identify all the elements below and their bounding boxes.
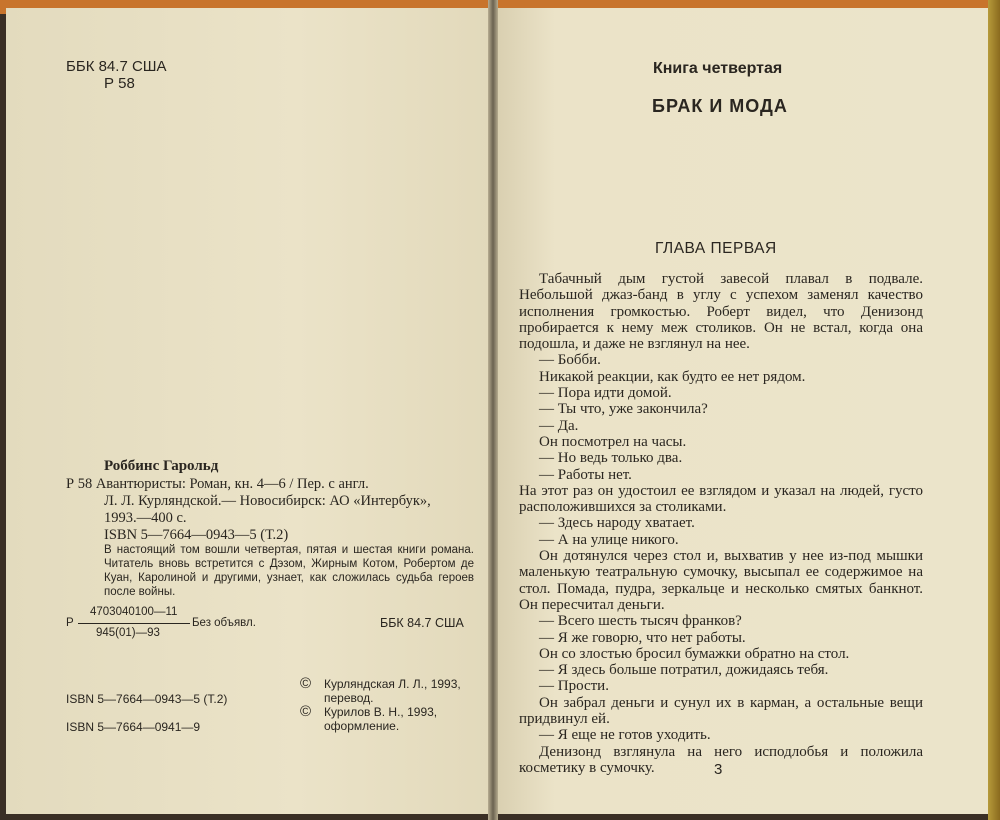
copyright-design (300, 703, 438, 733)
bibliographic-record (66, 476, 476, 544)
bib-line-4: ISBN 5—7664—0943—5 (Т.2) (104, 527, 289, 543)
paragraph: — Работы нет. (539, 466, 632, 483)
copyright-line: Курилов В. Н., 1993, (324, 705, 438, 719)
copyright-role: оформление. (324, 719, 400, 733)
paragraph: На этот раз он удостоил ее взглядом и указал на людей, густо расположившихся за столиками. (519, 482, 923, 516)
paragraph: — Я здесь больше потратил, дожидаясь тебя. (539, 662, 829, 679)
catalog-fraction (66, 606, 476, 642)
copyright-translation (300, 675, 461, 705)
paragraph: — А на улице никого. (539, 531, 679, 548)
price-note: Без объявл. (192, 617, 256, 629)
book-spine (488, 0, 498, 820)
isbn-2: ISBN 5—7664—0941—9 (66, 720, 201, 734)
page-number: 3 (714, 761, 723, 778)
annotation: В настоящий том вошли четвертая, пятая и шестая книги романа. Читатель вновь встретится с Дэзом, Жирным Котом, Робертом де Куан, Каролиной и другими, узнает, как сложилась судьба героев после войны. (104, 544, 474, 598)
paragraph: Он посмотрел на часы. (539, 433, 687, 450)
bib-line-3: 1993.—400 с. (104, 510, 187, 526)
chapter-title: ГЛАВА ПЕРВАЯ (655, 240, 777, 257)
paragraph: — Но ведь только два. (539, 450, 683, 467)
copyright-line: Курляндская Л. Л., 1993, (324, 677, 461, 691)
fraction-bbk: ББК 84.7 США (380, 616, 464, 630)
author-name: Роббинс Гарольд (104, 458, 219, 474)
copyright-role: перевод. (324, 691, 374, 705)
bib-line-2: Л. Л. Курляндской.— Новосибирск: АО «Интербук», (104, 493, 431, 509)
paragraph: — Всего шесть тысяч франков? (539, 613, 742, 630)
paragraph: Он дотянулся через стол и, выхватив у нее из-под мышки маленькую театральную сумочку, высыпал ее содержимое на стол. Помада, пудра, зеркальце и несколько смятых банкнот. Он пересчитал деньги. (519, 548, 923, 613)
copyright-symbol: © (300, 703, 312, 720)
chapter-text (519, 271, 923, 776)
paragraph: — Пора идти домой. (539, 385, 672, 402)
paragraph: Он со злостью бросил бумажки обратно на стол. (539, 645, 850, 662)
bbk-code: ББК 84.7 США (66, 58, 167, 75)
paragraph: Денизонд взглянула на него исподлобья и положила косметику в сумочку. (519, 743, 923, 776)
paragraph: Никакой реакции, как будто ее нет рядом. (539, 368, 806, 385)
bbk-classification (66, 58, 167, 92)
paragraph: — Я еще не готов уходить. (539, 727, 711, 744)
paragraph: — Я же говорю, что нет работы. (539, 629, 746, 646)
paragraph: Он забрал деньги и сунул их в карман, а остальные вещи придвинул ей. (519, 694, 923, 728)
bib-line-1: Р 58 Авантюристы: Роман, кн. 4—6 / Пер. с англ. (66, 476, 369, 492)
paragraph: — Здесь народу хватает. (539, 515, 695, 532)
copyright-symbol: © (300, 675, 312, 692)
paragraph: — Бобби. (539, 352, 601, 369)
fraction-denominator: 945(01)—93 (96, 627, 160, 639)
fraction-numerator: 4703040100—11 (90, 606, 178, 618)
paragraph: — Ты что, уже закончила? (539, 401, 708, 418)
fraction-prefix: Р (66, 617, 74, 629)
book-cover-edge-right (988, 0, 1000, 820)
paragraph: — Прости. (539, 678, 609, 695)
book-number: Книга четвертая (653, 60, 783, 77)
paragraph: Табачный дым густой завесой плавал в подвале. Небольшой джаз-банд в углу с успехом заменял качество исполнения громкостью. Роберт видел, что Денизонд пробирается к нему меж столиков. Он не встал, когда она подошла, и даже не взглянул на нее. (519, 271, 923, 353)
isbn-1: ISBN 5—7664—0943—5 (Т.2) (66, 692, 228, 706)
index-code: Р 58 (104, 75, 135, 92)
part-title: БРАК И МОДА (652, 96, 788, 116)
paragraph: — Да. (539, 417, 579, 434)
fraction-bar (78, 623, 190, 624)
